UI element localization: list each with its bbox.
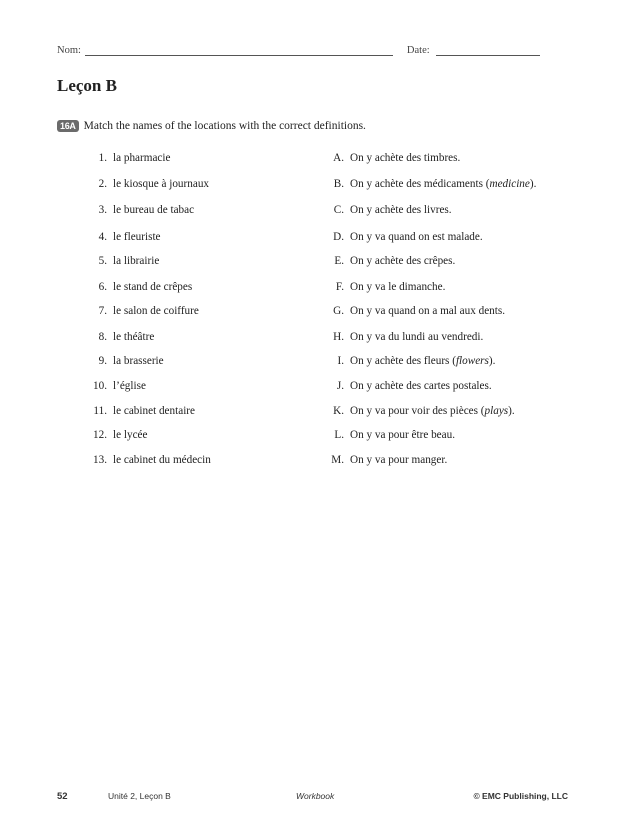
definition-letter: K. bbox=[333, 405, 344, 417]
location-number: 5. bbox=[98, 255, 107, 267]
definition-gloss: flowers bbox=[455, 355, 489, 367]
definition-main: On y achète des cartes postales. bbox=[350, 380, 492, 392]
definition-main: On y va du lundi au vendredi. bbox=[350, 331, 484, 343]
definition-gloss: medicine bbox=[489, 178, 530, 190]
definition-text bbox=[350, 176, 536, 192]
definition-closing: ). bbox=[488, 355, 496, 367]
definition-main: On y va pour manger. bbox=[350, 454, 448, 466]
definition-text bbox=[350, 229, 483, 245]
book-title: Workbook bbox=[296, 791, 335, 801]
date-label: Date: bbox=[406, 45, 430, 56]
definition-text bbox=[350, 403, 515, 419]
definition-text bbox=[350, 303, 505, 319]
lesson-title: Leçon B bbox=[57, 76, 117, 95]
definition-main: On y va quand on a mal aux dents. bbox=[350, 305, 506, 317]
definition-letter: F. bbox=[335, 281, 344, 293]
definition-letter: D. bbox=[333, 231, 344, 243]
location-number: 8. bbox=[98, 331, 107, 343]
definition-text bbox=[350, 427, 455, 443]
location-name: le bureau de tabac bbox=[113, 204, 195, 216]
definition-letter: E. bbox=[334, 255, 344, 267]
page-number: 52 bbox=[57, 791, 68, 802]
definition-closing: ). bbox=[529, 178, 537, 190]
location-name: le kiosque à journaux bbox=[113, 178, 210, 190]
definition-main: On y achète des médicaments ( bbox=[350, 178, 490, 190]
location-name: le cabinet dentaire bbox=[113, 405, 195, 417]
definition-main: On y va le dimanche. bbox=[350, 281, 446, 293]
definition-letter: C. bbox=[333, 204, 344, 216]
exercise-header bbox=[57, 120, 366, 132]
definition-text bbox=[350, 353, 495, 369]
definition-letter: J. bbox=[336, 380, 344, 392]
definition-main: On y achète des timbres. bbox=[350, 152, 461, 164]
definition-text bbox=[350, 253, 455, 269]
name-blank[interactable] bbox=[85, 44, 393, 56]
matching-row bbox=[0, 176, 638, 192]
location-name: la brasserie bbox=[113, 355, 164, 367]
location-name: la librairie bbox=[113, 255, 160, 267]
location-name: le fleuriste bbox=[113, 231, 161, 243]
location-name: le cabinet du médecin bbox=[113, 454, 211, 466]
location-number: 11. bbox=[93, 405, 107, 417]
publisher: © EMC Publishing, LLC bbox=[473, 791, 568, 801]
definition-text bbox=[350, 378, 492, 394]
matching-row bbox=[0, 403, 638, 419]
matching-row bbox=[0, 202, 638, 218]
definition-text bbox=[350, 150, 460, 166]
location-name: le salon de coiffure bbox=[113, 305, 199, 317]
exercise-badge: 16A bbox=[57, 120, 79, 132]
definition-main: On y va pour voir des pièces ( bbox=[350, 405, 485, 417]
definition-main: On y va pour être beau. bbox=[350, 429, 455, 441]
definition-main: On y achète des crêpes. bbox=[350, 255, 456, 267]
definition-letter: L. bbox=[334, 429, 344, 441]
definition-main: On y achète des fleurs ( bbox=[350, 355, 456, 367]
location-number: 3. bbox=[98, 204, 107, 216]
location-number: 1. bbox=[98, 152, 107, 164]
matching-row bbox=[0, 150, 638, 166]
definition-text bbox=[350, 202, 452, 218]
location-name: le stand de crêpes bbox=[113, 281, 193, 293]
matching-row bbox=[0, 229, 638, 245]
location-name: la pharmacie bbox=[113, 152, 171, 164]
definition-main: On y va quand on est malade. bbox=[350, 231, 483, 243]
definition-letter: G. bbox=[333, 305, 344, 317]
matching-row bbox=[0, 378, 638, 394]
location-number: 6. bbox=[98, 281, 107, 293]
page-footer bbox=[0, 791, 638, 805]
unit-label: Unité 2, Leçon B bbox=[108, 791, 171, 801]
location-number: 13. bbox=[93, 454, 107, 466]
matching-row bbox=[0, 353, 638, 369]
definition-letter: B. bbox=[333, 178, 344, 190]
definition-letter: H. bbox=[333, 331, 344, 343]
matching-row bbox=[0, 329, 638, 345]
location-number: 10. bbox=[93, 380, 107, 392]
definition-letter: I. bbox=[337, 355, 344, 367]
matching-row bbox=[0, 279, 638, 295]
definition-letter: A. bbox=[333, 152, 344, 164]
matching-row bbox=[0, 452, 638, 468]
location-name: l’église bbox=[113, 380, 146, 392]
definition-gloss: plays bbox=[484, 405, 509, 417]
definition-text bbox=[350, 279, 445, 295]
definition-text bbox=[350, 329, 483, 345]
location-number: 12. bbox=[93, 429, 107, 441]
location-number: 4. bbox=[98, 231, 107, 243]
matching-row bbox=[0, 253, 638, 269]
location-number: 7. bbox=[98, 305, 107, 317]
name-label: Nom: bbox=[57, 45, 81, 56]
student-header bbox=[57, 38, 597, 56]
location-number: 2. bbox=[98, 178, 107, 190]
matching-row bbox=[0, 303, 638, 319]
matching-row bbox=[0, 427, 638, 443]
exercise-instruction: Match the names of the locations with the correct definitions. bbox=[83, 120, 366, 132]
location-name: le lycée bbox=[113, 429, 148, 441]
definition-closing: ). bbox=[508, 405, 515, 417]
date-blank[interactable] bbox=[436, 44, 540, 56]
location-name: le théâtre bbox=[113, 331, 155, 343]
definition-text bbox=[350, 452, 447, 468]
definition-main: On y achète des livres. bbox=[350, 204, 452, 216]
location-number: 9. bbox=[98, 355, 107, 367]
definition-letter: M. bbox=[331, 454, 344, 466]
